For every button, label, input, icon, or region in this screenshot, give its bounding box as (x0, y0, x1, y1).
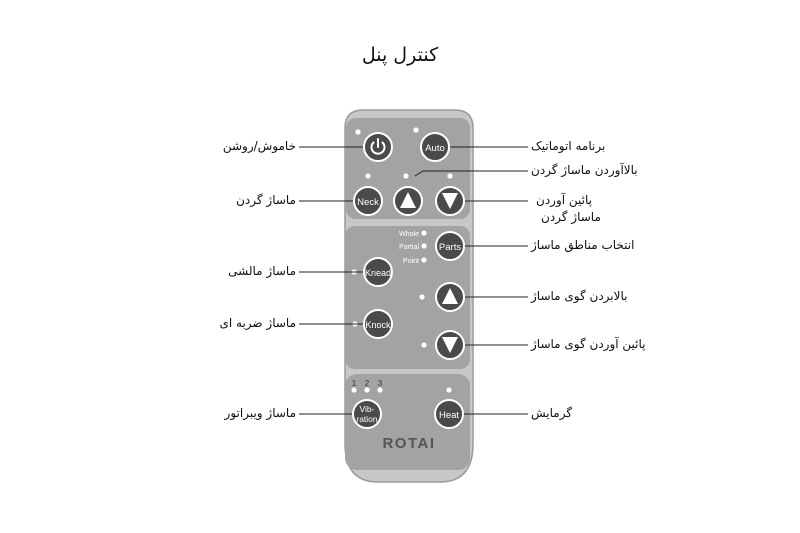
label-neck-down-1: پائین آوردن (536, 193, 592, 207)
indicator-dot (421, 230, 426, 235)
indicator-dot (446, 387, 451, 392)
label-power: خاموش/روشن (222, 139, 296, 153)
indicator-dot (421, 243, 426, 248)
vibration-button[interactable] (353, 400, 381, 428)
neck-button-label: Neck (357, 197, 379, 208)
knock-button[interactable] (364, 310, 392, 338)
label-parts: انتخاب مناطق ماساژ (531, 238, 635, 252)
label-ball-up: بالابردن گوی ماساژ (531, 289, 628, 303)
vibration-button-label-1: Vib- (359, 404, 375, 414)
label-neck-up: بالاآوردن ماساژ گردن (531, 163, 638, 177)
heat-button[interactable] (435, 400, 463, 428)
parts-option-partial: Partial (399, 244, 419, 251)
knead-button-label: Knead (364, 268, 392, 278)
indicator-dot (403, 173, 408, 178)
indicator-dot (421, 257, 426, 262)
knead-button[interactable] (364, 258, 392, 286)
parts-button[interactable] (436, 232, 464, 260)
page-title: کنترل پنل (361, 44, 439, 66)
neck-button[interactable] (354, 187, 382, 215)
label-knock: ماساژ ضربه ای (219, 316, 296, 330)
ball-up-button[interactable] (436, 283, 464, 311)
label-neck-down-2: ماساژ گردن (541, 210, 601, 224)
label-neck: ماساژ گردن (236, 193, 296, 207)
vibration-level-3: 3 (377, 379, 383, 388)
vibration-level-2: 2 (364, 379, 370, 388)
indicator-dot (364, 387, 369, 392)
neck-down-button[interactable] (436, 187, 464, 215)
indicator-dot (355, 129, 360, 134)
brand-logo: ROTAI (382, 435, 436, 452)
parts-button-label: Parts (438, 242, 462, 253)
vibration-button-label-2: ration (356, 414, 378, 424)
neck-up-button[interactable] (394, 187, 422, 215)
vibration-level-1: 1 (351, 379, 357, 388)
indicator-dot (447, 173, 452, 178)
label-vibration: ماساژ ویبراتور (224, 406, 296, 420)
indicator-dot (419, 294, 424, 299)
label-heat: گرمایش (531, 406, 573, 420)
indicator-dot (377, 387, 382, 392)
indicator-dot (351, 387, 356, 392)
indicator-dot (365, 173, 370, 178)
parts-option-whole: Whole (399, 231, 419, 238)
heat-button-label: Heat (438, 410, 460, 421)
indicator-dot (421, 342, 426, 347)
auto-button[interactable] (421, 133, 449, 161)
power-button[interactable] (364, 133, 392, 161)
ball-down-button[interactable] (436, 331, 464, 359)
indicator-dot (413, 127, 418, 132)
label-ball-down: پائین آوردن گوی ماساژ (531, 337, 646, 351)
label-knead: ماساژ مالشی (228, 264, 296, 278)
auto-button-label: Auto (425, 143, 445, 154)
label-auto: برنامه اتوماتیک (531, 139, 606, 153)
knock-button-label: Knock (365, 320, 391, 330)
parts-option-point: Point (403, 258, 419, 265)
